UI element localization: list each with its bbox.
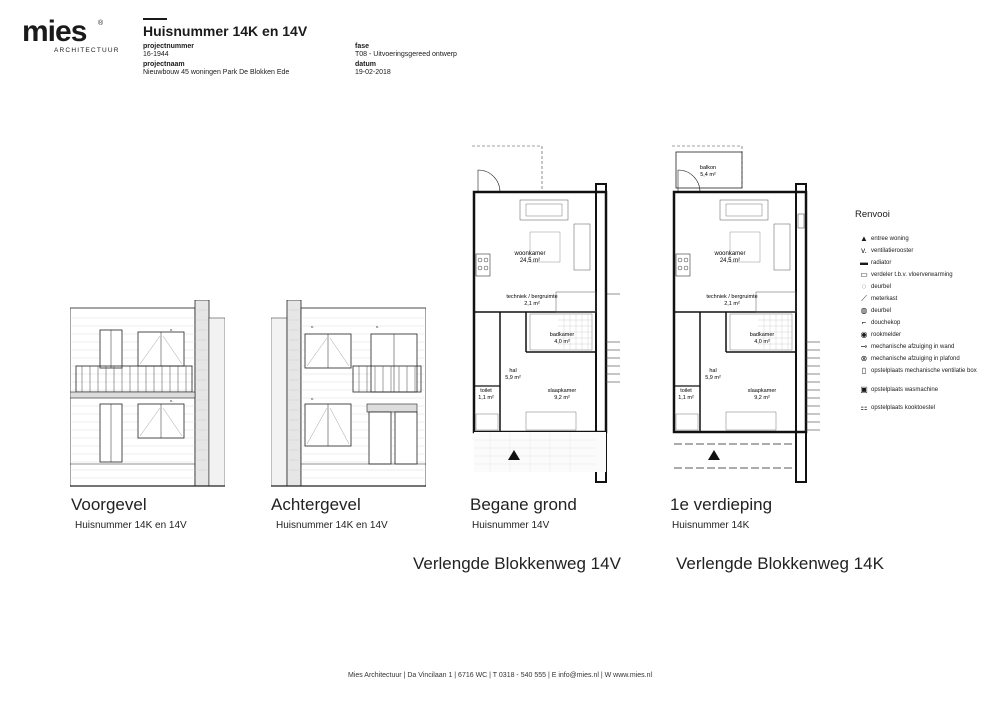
legend-item: ▲ entree woning <box>857 234 909 244</box>
begane-grond-plan <box>470 142 620 484</box>
washing-machine-icon: ▣ <box>860 385 868 394</box>
room-area: 24,5 m² <box>519 258 541 264</box>
registered-mark: ® <box>98 20 104 27</box>
begane-grond-title: Begane grond <box>470 495 577 514</box>
achtergevel-subtitle: Huisnummer 14K en 14V <box>276 520 388 531</box>
room-area: 1,1 m² <box>478 395 494 401</box>
legend-item: ▯ opstelplaats mechanische ventilatie box <box>857 366 977 376</box>
logo-subtitle: ARCHITECTUUR <box>54 47 120 54</box>
room-name: badkamer <box>749 332 775 338</box>
ventilation-box-icon: ▯ <box>861 366 867 375</box>
doorbell-2-icon: ◍ <box>860 306 868 315</box>
fase-value: T08 - Uitvoeringsgereed ontwerp <box>355 51 457 58</box>
legend-item: ▣ opstelplaats wasmachine <box>857 385 938 395</box>
address-14k: Verlengde Blokkenweg 14K <box>676 554 884 573</box>
room-area: 5,9 m² <box>705 375 721 381</box>
room-name: techniek / bergruimte <box>706 294 758 300</box>
room-area: 1,1 m² <box>678 395 694 401</box>
legend-item: ⊸ mechanische afzuiging in wand <box>857 342 954 352</box>
legend-item: ⟋ meterkast <box>857 294 897 304</box>
wall-extract-icon: ⊸ <box>860 342 868 351</box>
room-area: 9,2 m² <box>754 395 770 401</box>
footer: Mies Architectuur | Da Vincilaan 1 | 6716 WC | T 0318 - 540 555 | E info@mies.nl | W www.mies.nl <box>347 672 653 679</box>
room-area: 5,4 m² <box>700 172 716 178</box>
meter-icon: ⟋ <box>861 294 867 303</box>
eerste-verdieping-title: 1e verdieping <box>670 495 773 514</box>
room-name: slaapkamer <box>547 388 577 394</box>
svg-text:v.: v. <box>170 398 173 403</box>
shower-icon: ⌐ <box>861 318 867 327</box>
room-area: 4,0 m² <box>554 339 570 345</box>
legend-title: Renvooi <box>855 209 890 220</box>
address-14v: Verlengde Blokkenweg 14V <box>413 554 621 573</box>
legend-item: ▭ verdeler t.b.v. vloerverwarming <box>857 270 953 280</box>
room-name: toilet <box>480 388 492 394</box>
stove-icon: ⚏ <box>860 403 868 412</box>
legend-item: ◍ deurbel <box>857 306 891 316</box>
vent-icon: v. <box>861 246 867 255</box>
room-name: hal <box>509 368 517 374</box>
begane-grond-subtitle: Huisnummer 14V <box>472 520 550 531</box>
voorgevel-drawing <box>70 300 225 488</box>
room-area: 9,2 m² <box>554 395 570 401</box>
room-name: toilet <box>680 388 692 394</box>
title-rule <box>143 18 167 20</box>
legend-item: ◉ rookmelder <box>857 330 901 340</box>
page-title: Huisnummer 14K en 14V <box>143 23 308 39</box>
svg-text:v.: v. <box>311 324 314 329</box>
room-name: balkon <box>699 165 717 171</box>
doorbell-icon: ◌ <box>861 282 867 291</box>
svg-text:v.: v. <box>311 396 314 401</box>
fase-label: fase <box>355 43 370 50</box>
datum-value: 19-02-2018 <box>355 69 391 76</box>
eerste-verdieping-plan <box>670 142 820 484</box>
room-name: woonkamer <box>514 251 546 257</box>
projectnaam-value: Nieuwbouw 45 woningen Park De Blokken Ede <box>143 69 290 76</box>
voorgevel-title: Voorgevel <box>71 495 147 514</box>
projectnummer-value: 16-1944 <box>143 51 169 58</box>
radiator-icon: ▬ <box>860 258 868 267</box>
room-area: 4,0 m² <box>754 339 770 345</box>
mies-logo: mies <box>22 15 87 48</box>
svg-text:v.: v. <box>170 327 173 332</box>
achtergevel-drawing <box>271 300 426 488</box>
legend-item: ⌐ douchekop <box>857 318 900 328</box>
legend-item: ◌ deurbel <box>857 282 891 292</box>
svg-text:v.: v. <box>376 324 379 329</box>
legend-item: ⊗ mechanische afzuiging in plafond <box>857 354 960 364</box>
eerste-verdieping-subtitle: Huisnummer 14K <box>672 520 750 531</box>
voorgevel-subtitle: Huisnummer 14K en 14V <box>75 520 187 531</box>
room-area: 2,1 m² <box>524 301 540 307</box>
room-name: hal <box>709 368 717 374</box>
room-area: 2,1 m² <box>724 301 740 307</box>
room-name: techniek / bergruimte <box>506 294 558 300</box>
room-area: 5,9 m² <box>505 375 521 381</box>
room-name: woonkamer <box>714 251 746 257</box>
legend-item: v. ventilatierooster <box>857 246 913 256</box>
smoke-detector-icon: ◉ <box>860 330 868 339</box>
room-area: 24,5 m² <box>719 258 741 264</box>
datum-label: datum <box>355 61 376 68</box>
achtergevel-title: Achtergevel <box>271 495 361 514</box>
floor-heating-icon: ▭ <box>860 270 868 279</box>
legend-item: ▬ radiator <box>857 258 891 268</box>
projectnaam-label: projectnaam <box>143 61 185 68</box>
room-name: slaapkamer <box>747 388 777 394</box>
projectnummer-label: projectnummer <box>143 43 194 50</box>
ceiling-extract-icon: ⊗ <box>860 354 868 363</box>
legend-item: ⚏ opstelplaats kooktoestel <box>857 403 935 413</box>
room-name: badkamer <box>549 332 575 338</box>
triangle-icon: ▲ <box>860 234 868 243</box>
